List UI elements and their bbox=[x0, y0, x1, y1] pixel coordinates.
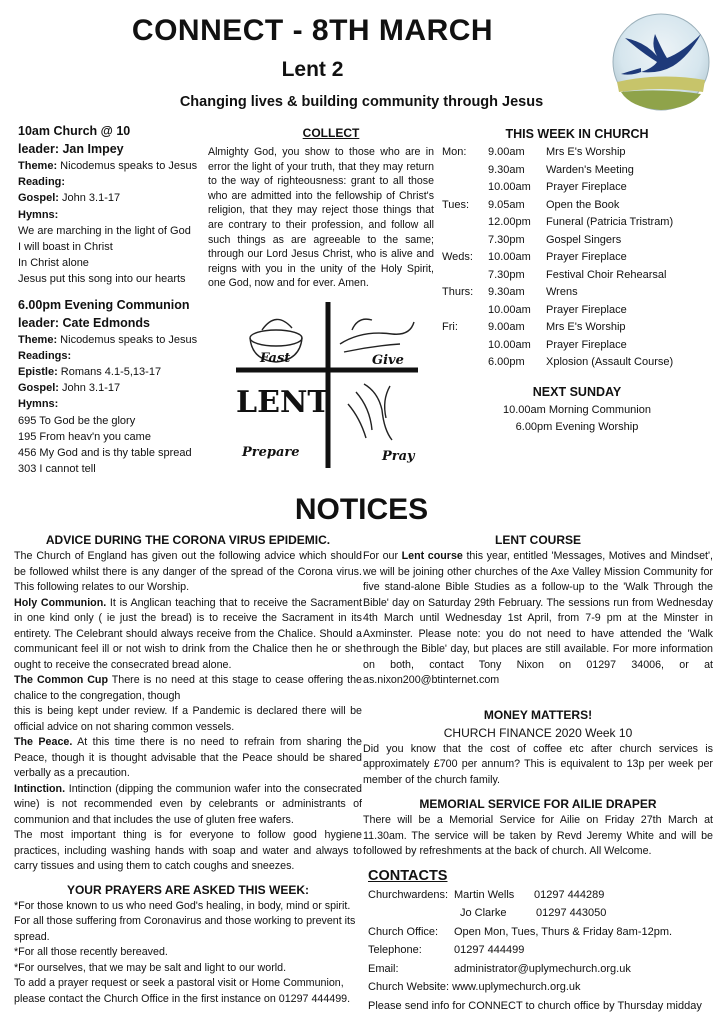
schedule-event: Open the Book bbox=[546, 198, 620, 211]
prayer-item: *For ourselves, that we may be salt and light to our world. bbox=[14, 961, 287, 974]
schedule-time: 9.30am bbox=[488, 163, 525, 176]
this-week-list bbox=[442, 144, 712, 372]
next-sunday-heading: NEXT SUNDAY bbox=[532, 384, 622, 399]
schedule-row bbox=[442, 232, 712, 250]
schedule-event: Prayer Fireplace bbox=[546, 181, 627, 193]
schedule-day bbox=[442, 267, 488, 285]
schedule-event: Prayer Fireplace bbox=[546, 251, 627, 263]
hymn-item: We are marching in the light of God bbox=[18, 224, 191, 237]
notices-right-column bbox=[363, 532, 713, 1015]
money-subheading: CHURCH FINANCE 2020 Week 10 bbox=[443, 725, 633, 740]
corona-advice-section bbox=[14, 532, 362, 1007]
evening-hymns-label: Hymns: bbox=[18, 398, 59, 411]
schedule-event: Prayer Fireplace bbox=[546, 338, 627, 351]
holy-communion-para: Holy Communion. It is Anglican teaching that to receive the Sacrament in one kind only ( ie just the bread) is to receive the Sacrament in its entirety. The Celebrant should always receive from the Chalice. Should a communicant feel ill or not wish to drink from the Chalice then he or she ought to receive the consecrated bread alone. bbox=[14, 596, 362, 671]
lent-course-text: For our Lent course this year, entitled 'Messages, Motives and Mindset', we will be joining other churches of the Axe Valley Mission Community for five stand-alone Bible Studies as a follow-up to the 'Walk Through the Bible' day on Saturday 29th February. The sessions run from Wednesday 4th March until Wednesday 1st April, from 7-9 pm at the Minster in Axminster. Please note: you do not need to have attended the 'Walk through the Bible' day, but places are still available. For more information on both, contact Tony Nixon on 01297 34006, or at as.nixon200@btinternet.com bbox=[363, 550, 714, 686]
contact-email: Email: administrator@uplymechurch.org.uk bbox=[368, 960, 713, 979]
evening-epistle: Epistle: Romans 4.1-5,13-17 bbox=[18, 366, 162, 379]
schedule-event: Festival Choir Rehearsal bbox=[546, 268, 667, 281]
prayer-contact-note: To add a prayer request or seek a pastoral visit or Home Communion, please contact the Church Office in the first instance on 01297 444499. bbox=[14, 977, 351, 1005]
notices-heading: NOTICES bbox=[294, 493, 429, 526]
evening-service-title: 6.00pm Evening Communion bbox=[18, 297, 190, 312]
prayer-item: *For those known to us who need God's healing, in body, mind or spirit. For all those suffering from Coronavirus and those working to prevent its spread. bbox=[14, 899, 356, 943]
schedule-time: 9.00am bbox=[488, 321, 525, 333]
schedule-day bbox=[442, 337, 488, 355]
schedule-event: Mrs E's Worship bbox=[546, 146, 626, 158]
schedule-time: 9.05am bbox=[488, 198, 525, 211]
hymn-item: 195 From heav'n you came bbox=[18, 430, 151, 443]
schedule-time: 6.00pm bbox=[488, 356, 525, 368]
swallow-logo-icon bbox=[611, 12, 711, 112]
lent-cross-illustration bbox=[232, 300, 422, 470]
schedule-event: Funeral (Patricia Tristram) bbox=[546, 216, 674, 228]
schedule-day: Weds: bbox=[442, 251, 473, 263]
schedule-row bbox=[442, 267, 712, 285]
hymn-item: 695 To God be the glory bbox=[18, 414, 136, 427]
collect-column bbox=[208, 124, 434, 291]
schedule-row bbox=[442, 284, 712, 302]
praying-hands-icon bbox=[348, 384, 392, 440]
schedule-event: Xplosion (Assault Course) bbox=[546, 356, 674, 368]
hymn-item: I will boast in Christ bbox=[18, 241, 113, 254]
schedule-event: Mrs E's Worship bbox=[546, 321, 626, 333]
contact-telephone: Telephone: 01297 444499 bbox=[368, 944, 525, 956]
word-pray: Pray bbox=[382, 449, 415, 464]
collect-text: Almighty God, you show to those who are in error the light of your truth, that they may return to the way of righteousness: grant to all those who are admitted into the fellowship of Christ's religion, that they may reject those things that are contrary to their profession, and follow all such things as are agreeable to the same; through our Lord Jesus Christ, who is alive and reigns with you in the unity of the Holy Spirit, one God, now and for ever. Amen. bbox=[208, 146, 434, 290]
schedule-row bbox=[442, 249, 712, 267]
hymn-item: 456 My God and is thy table spread bbox=[18, 447, 192, 460]
hymn-item: Jesus put this song into our hearts bbox=[18, 273, 186, 286]
next-sunday-line: 10.00am Morning Communion bbox=[503, 403, 651, 416]
collect-heading: COLLECT bbox=[302, 126, 360, 140]
prayer-item: *For all those recently bereaved. bbox=[14, 946, 168, 958]
word-lent: LENT bbox=[236, 385, 330, 420]
peace-para: The Peace. At this time there is no need to refrain from sharing the Peace, though it is thought advisable that the Peace should be shared verbally as a precaution. bbox=[14, 736, 363, 779]
schedule-event: Prayer Fireplace bbox=[546, 303, 627, 316]
schedule-day: Tues: bbox=[442, 198, 470, 211]
schedule-day bbox=[442, 162, 488, 180]
morning-theme: Theme: Nicodemus speaks to Jesus bbox=[18, 160, 198, 172]
corona-intro: The Church of England has given out the following advice which should be followed whilst there is any danger of the spread of the Corona virus. This following relates to our Worship. bbox=[14, 550, 362, 593]
schedule-day bbox=[442, 179, 488, 197]
schedule-event: Wrens bbox=[546, 286, 578, 298]
schedule-time: 10.00am bbox=[488, 303, 531, 316]
prayers-heading: YOUR PRAYERS ARE ASKED THIS WEEK: bbox=[66, 882, 310, 897]
contact-warden-1: Churchwardens: Martin Wells 01297 444289 bbox=[368, 888, 605, 901]
hymn-item: In Christ alone bbox=[18, 257, 89, 270]
newsletter-title: CONNECT - 8TH MARCH bbox=[131, 14, 494, 47]
evening-gospel: Gospel: John 3.1-17 bbox=[18, 382, 121, 395]
corona-heading: ADVICE DURING THE CORONA VIRUS EPIDEMIC. bbox=[45, 533, 331, 547]
services-column bbox=[18, 122, 206, 477]
schedule-time: 9.00am bbox=[488, 146, 525, 158]
schedule-time: 9.30am bbox=[488, 286, 525, 298]
contact-warden-2: Jo Clarke 01297 443050 bbox=[460, 907, 607, 919]
hygiene-para: The most important thing is for everyone to follow good hygiene practices, including washing hands with soap and water and always to carry tissues and using them to catch coughs and sneezes. bbox=[14, 829, 362, 872]
lent-course-heading: LENT COURSE bbox=[494, 533, 581, 547]
evening-theme: Theme: Nicodemus speaks to Jesus bbox=[18, 333, 198, 346]
schedule-day bbox=[442, 232, 488, 250]
word-fast: Fast bbox=[260, 351, 291, 366]
money-heading: MONEY MATTERS! bbox=[483, 707, 593, 722]
next-sunday-line: 6.00pm Evening Worship bbox=[515, 420, 639, 433]
morning-hymns-label: Hymns: bbox=[18, 208, 59, 221]
memorial-text: There will be a Memorial Service for Ailie on Friday 27th March at 11.30am. The service will be taken by Revd Jeremy White and will be followed by refreshments at the back of church. All Welcome. bbox=[363, 814, 713, 857]
schedule-row bbox=[442, 302, 712, 320]
this-week-heading: THIS WEEK IN CHURCH bbox=[505, 127, 649, 141]
schedule-day bbox=[442, 214, 488, 232]
morning-gospel: Gospel: John 3.1-17 bbox=[18, 192, 121, 205]
schedule-day bbox=[442, 354, 488, 372]
this-week-column bbox=[442, 124, 712, 436]
schedule-row bbox=[442, 214, 712, 232]
giving-hand-icon bbox=[340, 319, 414, 352]
schedule-time: 10.00am bbox=[488, 181, 531, 193]
schedule-row bbox=[442, 319, 712, 337]
schedule-time: 10.00am bbox=[488, 251, 531, 263]
schedule-time: 12.00pm bbox=[488, 216, 531, 228]
email-link[interactable]: administrator@uplymechurch.org.uk bbox=[454, 962, 631, 975]
schedule-time: 7.30pm bbox=[488, 268, 525, 281]
schedule-row bbox=[442, 144, 712, 162]
schedule-day: Mon: bbox=[442, 146, 467, 158]
schedule-row bbox=[442, 354, 712, 372]
evening-service-leader: leader: Cate Edmonds bbox=[18, 315, 150, 330]
schedule-row bbox=[442, 179, 712, 197]
morning-service-leader: leader: Jan Impey bbox=[18, 142, 124, 156]
schedule-event: Warden's Meeting bbox=[546, 163, 634, 176]
prayers-list bbox=[14, 899, 362, 1008]
contact-office: Church Office: Open Mon, Tues, Thurs & Friday 8am-12pm. bbox=[368, 925, 673, 938]
intinction-para: Intinction. Intinction (dipping the communion wafer into the consecrated wine) is not recommended even by celebrants or administrants of communion and that includes the use of gluten free wafers. bbox=[14, 782, 362, 826]
morning-service-title: 10am Church @ 10 bbox=[18, 124, 131, 138]
schedule-row bbox=[442, 337, 712, 355]
contacts-heading: CONTACTS bbox=[368, 867, 448, 884]
word-give: Give bbox=[372, 353, 404, 368]
schedule-event: Gospel Singers bbox=[546, 233, 622, 246]
newsletter-tagline: Changing lives & building community through Jesus bbox=[179, 94, 544, 110]
memorial-heading: MEMORIAL SERVICE FOR AILIE DRAPER bbox=[419, 797, 657, 811]
hymn-item: 303 I cannot tell bbox=[18, 463, 96, 476]
schedule-time: 10.00am bbox=[488, 338, 531, 351]
common-cup-para: The Common Cup There is no need at this stage to cease offering the chalice to the congregation, though bbox=[14, 674, 363, 702]
schedule-row bbox=[442, 162, 712, 180]
morning-reading-label: Reading: bbox=[18, 176, 66, 189]
connect-deadline-note: Please send info for CONNECT to church office by Thursday midday bbox=[368, 999, 702, 1012]
schedule-day: Fri: bbox=[442, 321, 458, 333]
schedule-row bbox=[442, 197, 712, 215]
schedule-day: Thurs: bbox=[442, 286, 474, 298]
common-cup-para-2: this is being kept under review. If a Pandemic is declared there will be official advice on not sharing common vessels. bbox=[14, 705, 362, 733]
contact-website[interactable]: Church Website: www.uplymechurch.org.uk bbox=[368, 981, 581, 993]
schedule-time: 7.30pm bbox=[488, 233, 525, 246]
newsletter-subtitle: Lent 2 bbox=[281, 58, 344, 81]
schedule-day bbox=[442, 302, 488, 320]
word-prepare: Prepare bbox=[242, 445, 300, 460]
money-text: Did you know that the cost of coffee etc after church services is approximately £700 per annum? This is equivalent to 13p per week per member of the church family. bbox=[363, 742, 713, 786]
evening-readings-label: Readings: bbox=[18, 349, 72, 362]
